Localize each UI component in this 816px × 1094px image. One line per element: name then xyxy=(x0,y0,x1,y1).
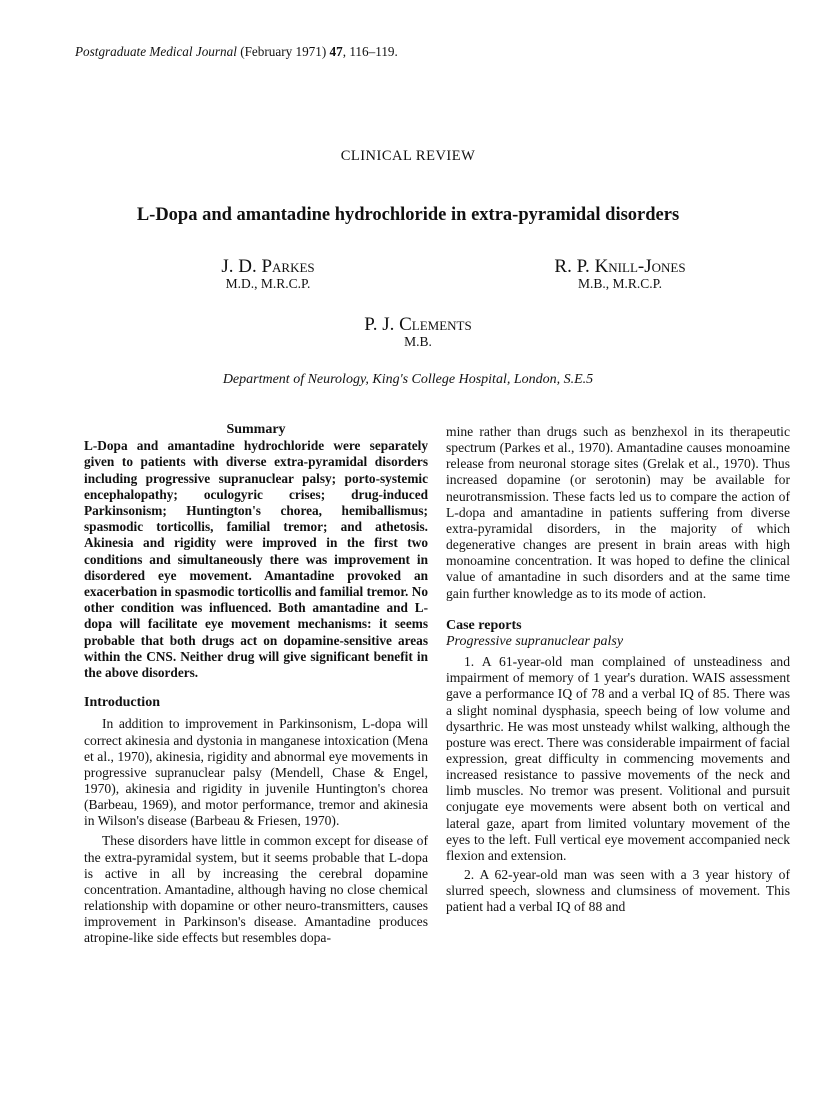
article-title: L-Dopa and amantadine hydrochloride in extra-pyramidal disorders xyxy=(136,205,680,225)
journal-volume: 47 xyxy=(329,44,343,59)
case-report-2: 2. A 62-year-old man was seen with a 3 year history of slurred speech, slowness and clumsiness of movement. This patient had a verbal IQ of 88 and xyxy=(446,867,790,915)
author-block-1 xyxy=(178,256,358,292)
author-block-3 xyxy=(328,314,508,350)
author-name: J. D. Parkes xyxy=(221,256,315,277)
author-block-2 xyxy=(520,256,720,292)
case-reports-heading: Case reports xyxy=(446,617,522,633)
author-name: R. P. Knill-Jones xyxy=(554,256,686,277)
journal-issue: (February 1971) xyxy=(240,44,327,59)
author-qualifications: M.B., M.R.C.P. xyxy=(577,276,663,291)
author-name: P. J. Clements xyxy=(364,314,472,335)
author-qualifications: M.D., M.R.C.P. xyxy=(225,276,311,291)
affiliation: Department of Neurology, King's College Hospital, London, S.E.5 xyxy=(222,372,594,387)
journal-name: Postgraduate Medical Journal xyxy=(75,44,237,59)
journal-citation xyxy=(75,44,398,60)
left-column xyxy=(84,422,428,947)
summary-text: L-Dopa and amantadine hydrochloride were separately given to patients with diverse extra-pyramidal disorders including progressive supranuclear palsy; porto-systemic encephalopathy; oculogyric crises; drug-induced Parkinsonism; Huntington's chorea, hemiballismus; spasmodic torticollis, familial tremor; and athetosis. Akinesia and rigidity were improved in the first two conditions and simultaneously there was improvement in disordered eye movement. Amantadine provoked an exacerbation in spasmodic torticollis and familial tremor. No other condition was influenced. Both amantadine and L-dopa will facilitate eye movement mechanisms: it seems probable that both drugs act on dopamine-sensitive areas within the CNS. Neither drug will give significant benefit in the above disorders. xyxy=(84,438,428,680)
introduction-heading: Introduction xyxy=(84,695,160,711)
right-column xyxy=(446,424,790,916)
section-label: CLINICAL REVIEW xyxy=(340,148,476,164)
introduction-paragraph-2: These disorders have little in common except for disease of the extra-pyramidal system, but it seems probable that L-dopa is active in all by increasing the cerebral dopamine concentration. Amantadine, although having no close chemical relationship with dopamine or other neuro-transmitters, causes improvement in Parkinson's disease. Amantadine produces atropine-like side effects but resembles dopa- xyxy=(84,833,428,946)
summary-heading: Summary xyxy=(226,422,286,437)
journal-pages: , 116–119. xyxy=(342,44,398,59)
case-report-1: 1. A 61-year-old man complained of unsteadiness and impairment of memory of 1 year's duration. WAIS assessment gave a performance IQ of 78 and a verbal IQ of 85. There was a slight nominal dysphasia, speech being of low volume and dysarthric. He was most unsteady whilst walking, although the posture was erect. There was considerable impairment of facial expression, great difficulty in commencing movements and increased resistance to passive movements of the neck and limb muscles. No tremor was present. Volitional and pursuit conjugate eye movements were absent both on vertical and lateral gaze, apart from limited voluntary movement of the eyes to the left. Full vertical eye movement accompanied neck flexion and extension. xyxy=(446,654,790,863)
introduction-paragraph-1: In addition to improvement in Parkinsonism, L-dopa will correct akinesia and dystonia in manganese intoxication (Mena et al., 1970), akinesia, rigidity and abnormal eye movements in progressive supranuclear palsy (Mendell, Chase & Engel, 1970), akinesia and rigidity in juvenile Huntington's chorea (Barbeau, 1969), and motor performance, tremor and akinesia in Wilson's disease (Barbeau & Friesen, 1970). xyxy=(84,716,428,829)
case-subheading: Progressive supranuclear palsy xyxy=(446,633,624,649)
continued-paragraph: mine rather than drugs such as benzhexol in its therapeutic spectrum (Parkes et al., 1970). Amantadine causes monoamine release from neuronal storage sites (Grelak et al., 1970). Thus increased dopamine (or serotonin) may be available for neurotransmission. These facts led us to compare the action of L-dopa and amantadine in patients suffering from diverse extra-pyramidal disorders, in the majority of which degenerative changes are present in brain areas with high monoamine concentration. It was hoped to define the clinical value of amantadine in such disorders and at the same time gain further knowledge as to its mode of action. xyxy=(446,424,790,601)
author-qualifications: M.B. xyxy=(404,334,432,349)
